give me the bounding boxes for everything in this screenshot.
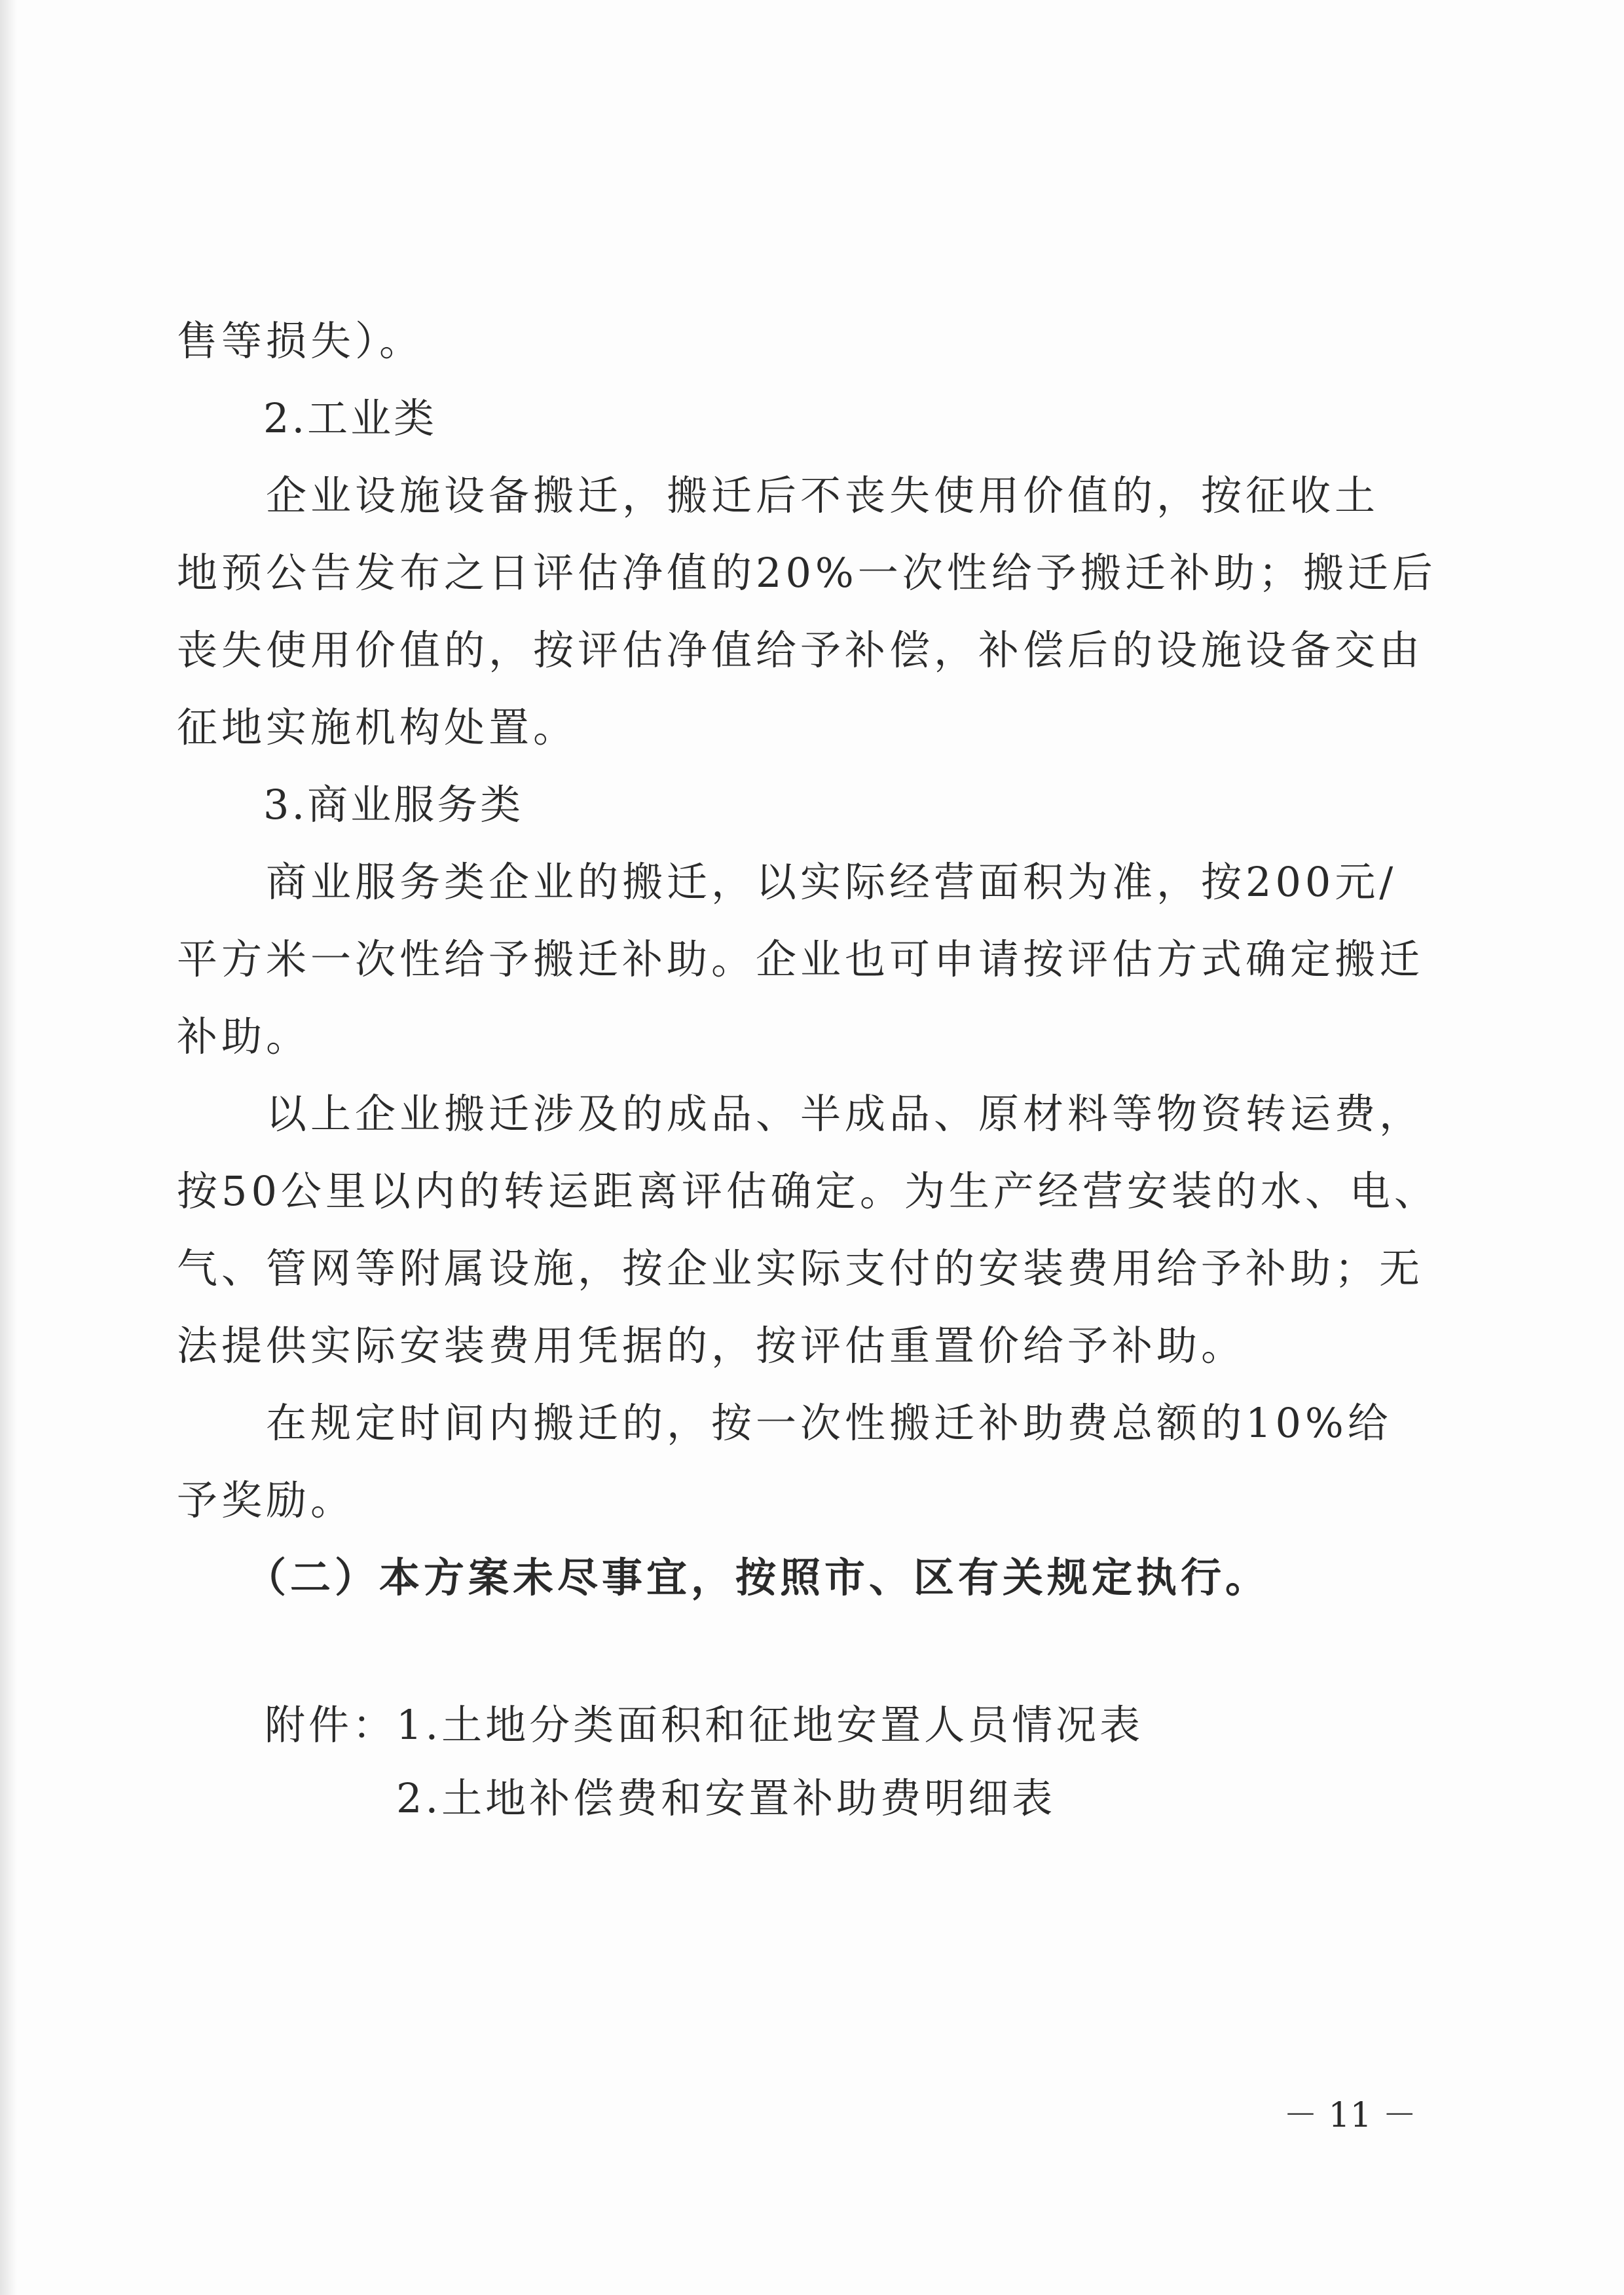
body-line: 地预公告发布之日评估净值的20%一次性给予搬迁补助；搬迁后 [177,549,1437,597]
body-line: 售等损失）。 [177,317,424,365]
body-line: 商业服务类企业的搬迁，以实际经营面积为准，按200元/ [177,858,1397,906]
body-line: 丧失使用价值的，按评估净值给予补偿，补偿后的设施设备交由 [177,626,1424,674]
body-line: 补助。 [177,1013,311,1060]
attachment-item-1: 附件：1.土地分类面积和征地安置人员情况表 [177,1701,1144,1749]
body-line: 以上企业搬迁涉及的成品、半成品、原材料等物资转运费， [177,1090,1424,1138]
attachment-item-2: 2.土地补偿费和安置补助费明细表 [177,1774,1056,1822]
body-line: 平方米一次性给予搬迁补助。企业也可申请按评估方式确定搬迁 [177,935,1424,983]
document-body [177,303,1439,1835]
body-line: 按50公里以内的转运距离评估确定。为生产经营安装的水、电、 [177,1167,1439,1215]
section-two-paragraph: （二）本方案未尽事宜，按照市、区有关规定执行。 [177,1554,1270,1601]
body-line: 法提供实际安装费用凭据的，按评估重置价给予补助。 [177,1322,1246,1370]
page-number: － 11 － [1283,2096,1417,2135]
body-line: 征地实施机构处置。 [177,703,578,751]
scan-edge-shadow [0,0,17,2295]
section-heading-industrial: 2.工业类 [177,394,437,442]
body-line: 气、管网等附属设施，按企业实际支付的安装费用给予补助；无 [177,1244,1424,1292]
paragraph-spacer [177,1616,1388,1689]
body-line: 予奖励。 [177,1476,356,1524]
section-heading-commercial: 3.商业服务类 [177,781,524,829]
body-line: 在规定时间内搬迁的，按一次性搬迁补助费总额的10%给 [177,1399,1392,1447]
body-line: 企业设施设备搬迁，搬迁后不丧失使用价值的，按征收土 [177,472,1380,519]
